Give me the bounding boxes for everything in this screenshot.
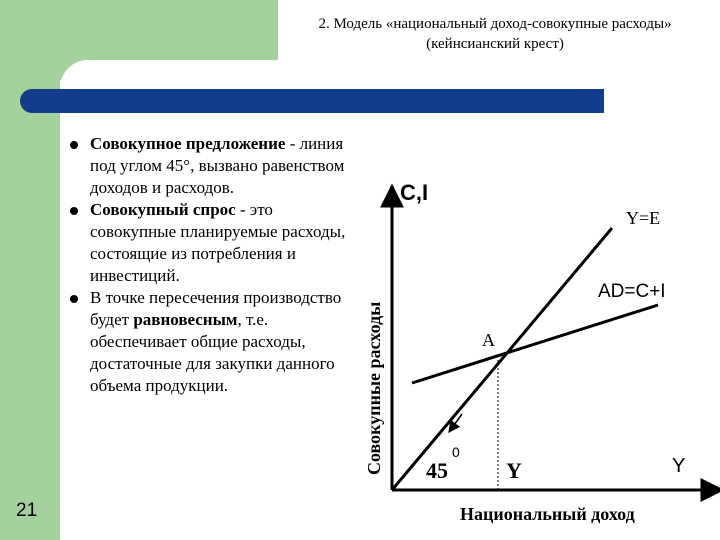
x-axis-title: Национальный доход [460, 504, 635, 524]
bullet-text: - линия под углом 45°, вызвано равенством доходов и расходов. [90, 134, 345, 197]
equilibrium-income-label: Y [506, 458, 522, 483]
aggregate-demand-label: AD=C+I [598, 281, 666, 302]
angle-degree-superscript: 0 [452, 444, 460, 460]
equilibrium-point-label: A [482, 330, 495, 350]
y-axis-title: Совокупные расходы [364, 301, 384, 475]
x-axis-end-label: Y [672, 455, 686, 477]
angle-label: 45 [426, 458, 448, 483]
bullet-term: равновесным [133, 310, 238, 329]
slide-number: 21 [16, 500, 38, 521]
slide-title: 2. Модель «национальный доход-совокупные расходы» (кейнсианский крест) [318, 16, 672, 52]
bullet-text: , т.е. обеспечивает общие расходы, достаточные для закупки данного объема продукции. [90, 310, 335, 395]
aggregate-demand-line [412, 305, 658, 383]
bullet-term: Совокупный спрос [90, 200, 236, 219]
bullet-text: В точке пересечения производство будет [90, 288, 342, 329]
bullet-text: - это совокупные планируемые расходы, состоящие из потребления и инвестиций. [90, 200, 346, 285]
line-45-label: Y=E [626, 208, 661, 228]
y-axis-top-label: C,I [400, 180, 429, 205]
line-45-degrees [392, 228, 612, 490]
bullet-term: Совокупное предложение [90, 134, 286, 153]
